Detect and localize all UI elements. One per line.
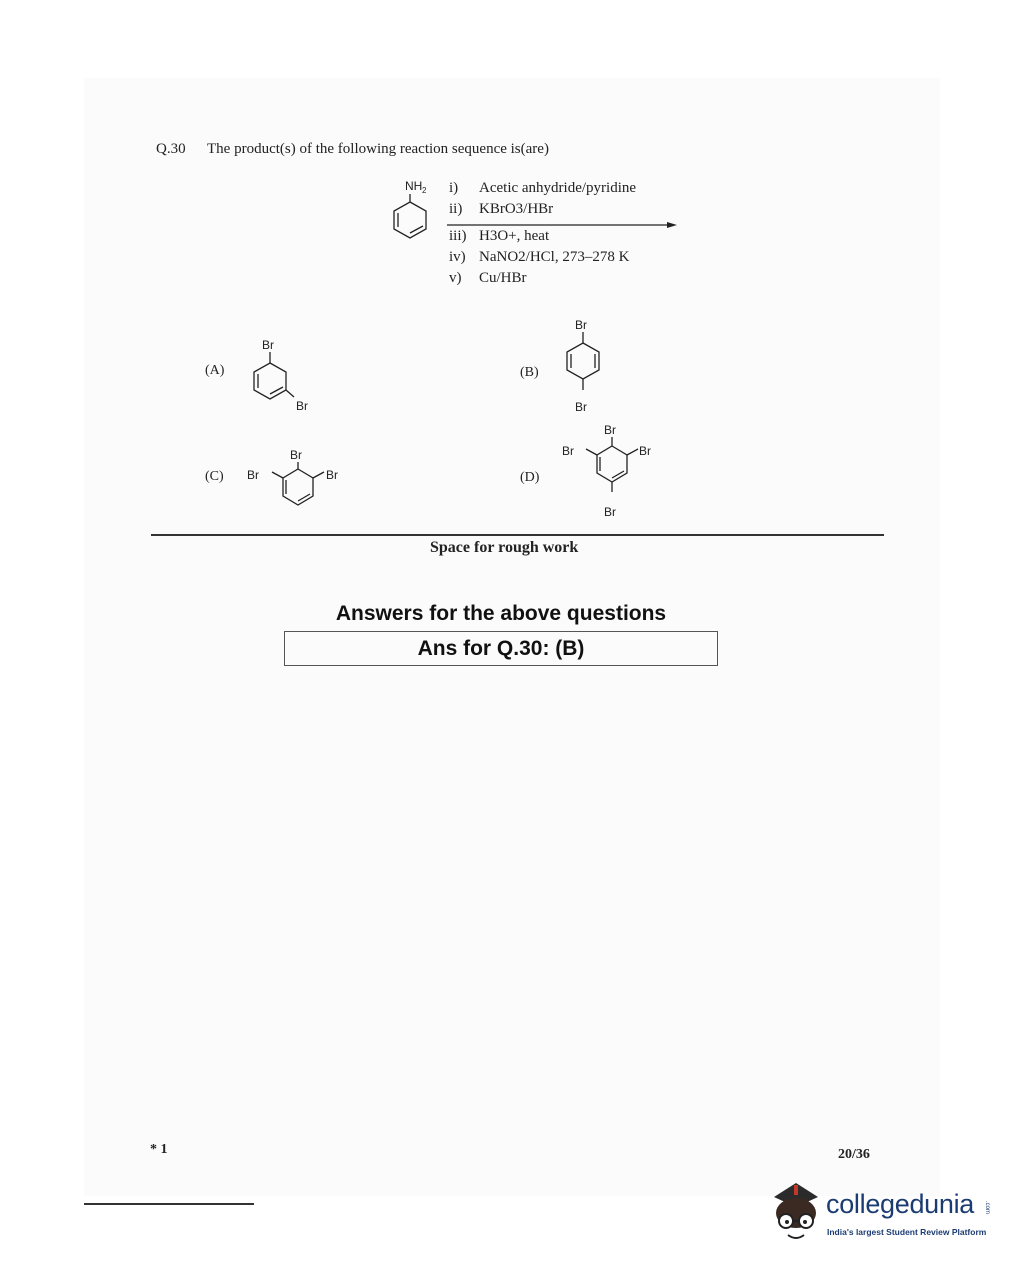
option-d-label: (D) [520,470,540,485]
nh2-label: NH [405,179,423,193]
svg-text:Br: Br [247,468,259,482]
reagent-5: v) Cu/HBr [449,270,527,286]
page-number: 20/36 [838,1147,870,1162]
svg-text:Br: Br [604,423,616,437]
svg-text:Br: Br [326,468,338,482]
answers-heading: Answers for the above questions [335,602,667,625]
option-c-label: (C) [205,469,224,484]
question-text: The product(s) of the following reaction sequence is(are) [207,141,549,157]
collegedunia-mascot-icon [766,1177,824,1247]
brand-name: collegedunia [826,1189,975,1219]
rough-work-label: Space for rough work [430,539,579,556]
footer-code: * 1 [150,1142,168,1157]
option-b-structure [553,316,613,416]
option-a-label: (A) [205,363,225,378]
svg-text:2: 2 [422,186,427,195]
svg-text:Br: Br [575,318,587,332]
option-a-structure [240,336,320,416]
aniline-structure [380,176,450,251]
question-number: Q.30 [156,141,186,157]
reagent-list [449,178,636,289]
reagent-1: i) Acetic anhydride/pyridine [449,180,637,196]
svg-text:Br: Br [296,399,308,413]
section-divider [151,534,884,536]
reaction-arrow [447,219,679,231]
svg-text:Br: Br [575,400,587,414]
svg-text:Br: Br [262,338,274,352]
option-b-label: (B) [520,365,539,380]
svg-text:Br: Br [604,505,616,519]
option-c-structure [244,446,354,521]
svg-text:Br: Br [562,444,574,458]
svg-text:Br: Br [639,444,651,458]
svg-text:Br: Br [290,448,302,462]
reagent-3: iii) H3O+, heat [449,228,550,244]
option-d-structure [558,421,668,526]
brand-tagline: India's largest Student Review Platform [827,1227,987,1237]
footer-rule [84,1203,254,1205]
reagent-2: ii) KBrO3/HBr [449,201,554,217]
brand-suffix: .com [984,1201,990,1215]
reagent-4: iv) NaNO2/HCl, 273–278 K [449,249,630,265]
answer-box: Ans for Q.30: (B) [284,631,718,666]
